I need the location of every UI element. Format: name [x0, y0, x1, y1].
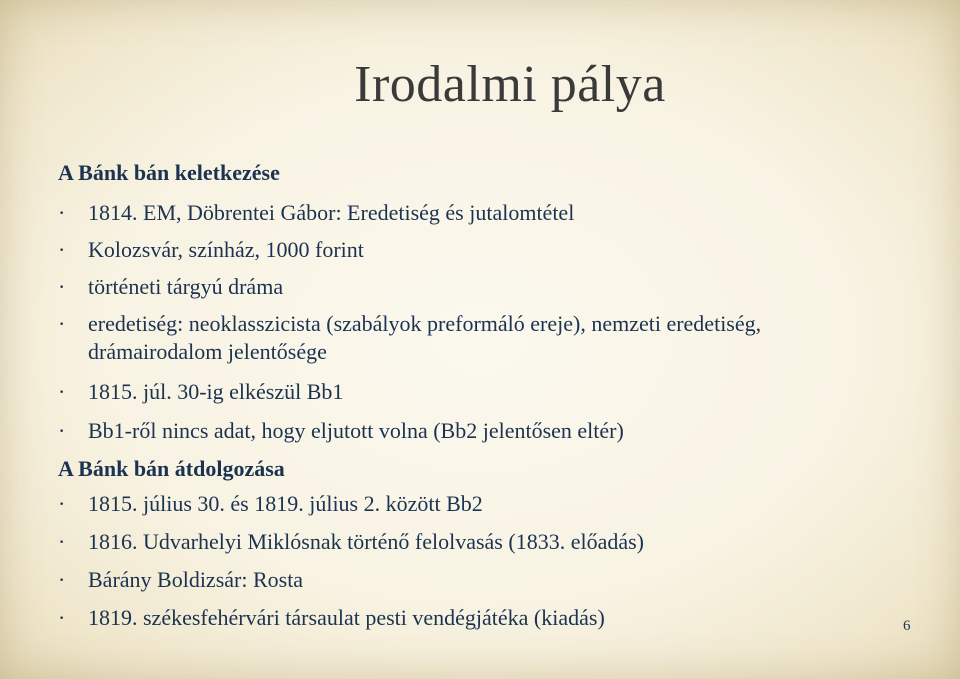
- bullet-icon: ·: [58, 200, 66, 225]
- bullet-icon: ·: [58, 418, 66, 443]
- list-item-text: 1819. székesfehérvári társaulat pesti vendégjátéka (kiadás): [88, 605, 605, 630]
- bullet-icon: ·: [58, 605, 66, 630]
- bullet-icon: ·: [58, 567, 66, 592]
- bullet-icon: ·: [58, 237, 66, 262]
- bullet-icon: ·: [58, 529, 66, 554]
- list-item: [58, 273, 818, 301]
- list-item: [58, 236, 818, 264]
- list-item-text: Kolozsvár, színház, 1000 forint: [88, 237, 364, 262]
- slide-title: Irodalmi pálya: [354, 56, 666, 113]
- list-item: [58, 604, 818, 632]
- list-item-text: Bb1-ről nincs adat, hogy eljutott volna (Bb2 jelentősen eltér): [88, 418, 624, 443]
- list-item: [58, 528, 818, 556]
- list-item: [58, 310, 818, 366]
- list-item: [58, 566, 818, 594]
- section-heading-atdolgozasa: A Bánk bán átdolgozása: [58, 456, 285, 481]
- list-item: [58, 490, 818, 518]
- list-item: [58, 199, 818, 227]
- list-item-text: 1816. Udvarhelyi Miklósnak történő felolvasás (1833. előadás): [88, 529, 644, 554]
- list-item: [58, 378, 818, 406]
- section-heading-keletkezese: A Bánk bán keletkezése: [58, 160, 280, 185]
- bullet-icon: ·: [58, 379, 66, 404]
- list-item-text: Bárány Boldizsár: Rosta: [88, 567, 304, 592]
- bullet-icon: ·: [58, 491, 66, 516]
- list-item-text: 1815. júl. 30-ig elkészül Bb1: [88, 379, 344, 404]
- list-item-text: 1815. július 30. és 1819. július 2. között Bb2: [88, 491, 483, 516]
- list-item: [58, 417, 818, 445]
- page-number: 6: [903, 618, 911, 634]
- list-item-text: eredetiség: neoklasszicista (szabályok preformáló ereje), nemzeti eredetiség, drámairodalom jelentősége: [88, 311, 762, 364]
- bullet-icon: ·: [58, 311, 66, 336]
- list-item-text: 1814. EM, Döbrentei Gábor: Eredetiség és jutalomtétel: [88, 200, 575, 225]
- list-item-text: történeti tárgyú dráma: [88, 274, 284, 299]
- bullet-icon: ·: [58, 274, 66, 299]
